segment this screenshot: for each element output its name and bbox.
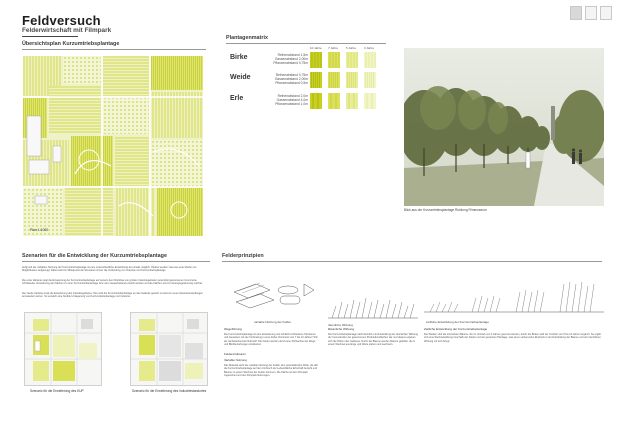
photo-caption: Blick aus der Kurzumtriebsplantage Richtung Filmmuseum [404, 208, 487, 212]
matrix-col-header: 5 Jahre [346, 46, 357, 50]
page-tab-2[interactable] [585, 6, 597, 20]
scenario-kup-plan [24, 312, 102, 386]
matrix-cell [346, 93, 358, 109]
matrix-col-header: 3 Jahre [364, 46, 375, 50]
spacing-line: Gassenabstand 2,00m [274, 57, 308, 61]
species-birke: Birke [230, 54, 248, 61]
matrix-cell [328, 72, 340, 88]
site-plan [23, 56, 203, 236]
principle-growth-label: räumliche Wirkung [328, 323, 353, 327]
scenarios-paragraph: Die erste Variante zeigt die Erweiterung der Kurzumtriebsplantage auf seinem dem Rückbau von großen Industriegebieten potenziell gewonnenen Grund eine schrittweise Umwidmung der Flächen zu einer Kurzumtriebsplantage bzw. dem Gewerbeband erreicht werden und die Flächen sind zur Energiegewinnung nutzbar. [22, 279, 203, 286]
matrix-cell [310, 72, 322, 88]
scenario-kup-caption: Szenario für die Erweiterung des KUP [30, 389, 84, 393]
siteplan-heading: Übersichtsplan Kurzumtriebsplantage [22, 41, 120, 47]
spacing-line: Pflanzenabstand 1,0m [275, 102, 308, 106]
principles-col3-heading: Zeitliche Entwicklung der Kurzumtriebsplantage [424, 327, 488, 331]
matrix-cell [328, 52, 340, 68]
plan-scale-label: Plan 1:1000 [30, 228, 49, 232]
matrix-cell [364, 72, 376, 88]
scenarios-rule [22, 261, 210, 262]
principle-development-label: zeitliche Entwicklung der Kurzumtriebsplantage [426, 320, 489, 324]
spacing-line: Pflanzenabstand 0,75m [273, 61, 308, 65]
principles-col1-text-2: Das Material steht der variable Nutzung der Felder eine potentialreiche Rolle, da sich die Kurzumtriebsplantage auf den Umbruch der Lebensfläche Erbschaft bezieht und Bäume zu einem Wechsel der Felder kommen. Die Fläche ist dem Filmpark zugeordnet und den Filmpark-Nutzungen. [224, 364, 319, 377]
scenario-industry-plan [130, 312, 208, 386]
principles-col1-text: Die Kurzumtriebsplantage ist eine Erweiterung und schließt vorhandene Strukturen und Gewerken mit der Verbindung in eine bisher Dominanz von 7 bis 10 Jahren Holz als nachwachsender Rohstoff. Die Felder werden durch eine Sichtachse der Wege und Blickbeziehungen strukturiert. [224, 333, 318, 346]
page-tab-1[interactable] [570, 6, 582, 20]
principles-col1-subheading: Variable Nutzung [224, 358, 247, 362]
matrix-col-header: 7 Jahre [328, 46, 339, 50]
header-tabs [570, 6, 612, 20]
principles-col1-subheading: Felderstrukturen [224, 352, 246, 356]
matrix-cell [346, 52, 358, 68]
matrix-cell [310, 93, 322, 109]
scenarios-paragraph: Die zweite Variante zeigt die Erweiterung des Industriegebietes. Hier wird die Kurzumtriebsplantage an das Gelände gesetzt so ebenso neue Industrieansiedlungen anzusiedeln sehen. So entsteht eine flexible Umlagerung von Kurzumtriebsplantage und Industrie. [22, 292, 203, 299]
plantation-photo [404, 48, 604, 206]
matrix-cell [310, 52, 322, 68]
matrix-rule [226, 43, 386, 44]
species-erle: Erle [230, 95, 244, 102]
matrix-cell [364, 93, 376, 109]
principles-heading: Felderprinzipien [222, 253, 264, 259]
spacing-line: Reihenabstand 2,0m [277, 94, 308, 98]
spacing-line: Reihenabstand 0,75m [275, 73, 308, 77]
page-title: Feldversuch [22, 13, 101, 28]
matrix-cell [364, 52, 376, 68]
principle-development-diagram [424, 274, 604, 318]
spacing-line: Gassenabstand 4,0m [276, 98, 308, 102]
principle-growth-diagram [328, 282, 418, 322]
matrix-cell [328, 93, 340, 109]
spacing-line: Reihenabstand 1,5m [277, 53, 308, 57]
scenarios-heading: Szenarien für die Entwicklung der Kurzumtriebsplantage [22, 253, 167, 259]
title-divider [22, 36, 78, 37]
siteplan-rule [22, 49, 206, 50]
species-weide: Weide [230, 74, 251, 81]
scenarios-intro: Aufgrund der variablen Nutzung der Kurzumtriebsplantage ist eine unterschiedliche Entwicklung des Areals möglich. Hierbei werden zwei aus einer Reihe von Möglichkeiten aufgezeigt. Dabei steht im Mittelpunkt die Szenarien immer die Verbindung von Industrie und Kurzumtriebsplantage. [22, 266, 197, 273]
spacing-line: Gassenabstand 2,00m [274, 77, 308, 81]
matrix-col-header: 10 Jahre [310, 46, 322, 50]
plantation-matrix [228, 46, 388, 136]
page-subtitle: Felderwirtschaft mit Filmpark [22, 27, 112, 34]
page-tab-3[interactable] [600, 6, 612, 20]
principles-rule [222, 261, 602, 262]
principle-fields-diagram [224, 270, 320, 320]
principles-col1-heading: Wegeführung [224, 327, 242, 331]
principles-col2-text: Die Kurzumtriebsplantage stellt räumlich ein Entwicklung der räumlichen Wirkung der Innenstruktur der gewonnenen Produktionsflächen dar und daraus ergeben sich die Höhen des Gebietes. Durch die Bäume werden Räume gebildet, die in einem Wechsel aus Enge und Weite stehen und wechseln. [328, 333, 418, 346]
scenario-industry-caption: Szenario für die Erweiterung des Industriestandortes [132, 389, 207, 393]
matrix-cell [346, 72, 358, 88]
principles-col2-heading: Räumliche Wirkung [328, 327, 355, 331]
spacing-line: Pflanzenabstand 0,5m [275, 81, 308, 85]
principle-fields-label: variable Nutzung der Felder [254, 320, 292, 324]
principles-col3-text: Die Weiden sind die schnellsten Bäume, die im Umtrieb von 3 Jahren geerntet werden, durch die Birken wird der Umtrieb von 5 bis 10 Jahren ergänzt. So ergibt sich eine Wechselwirkung innerhalb der Felder und der gesamten Plantage, was einen variierenden Eindruck in der Entwicklung der Bäume und der räumlichen Wirkung mit sich bringt. [424, 333, 601, 343]
matrix-heading: Plantagenmatrix [226, 35, 268, 41]
